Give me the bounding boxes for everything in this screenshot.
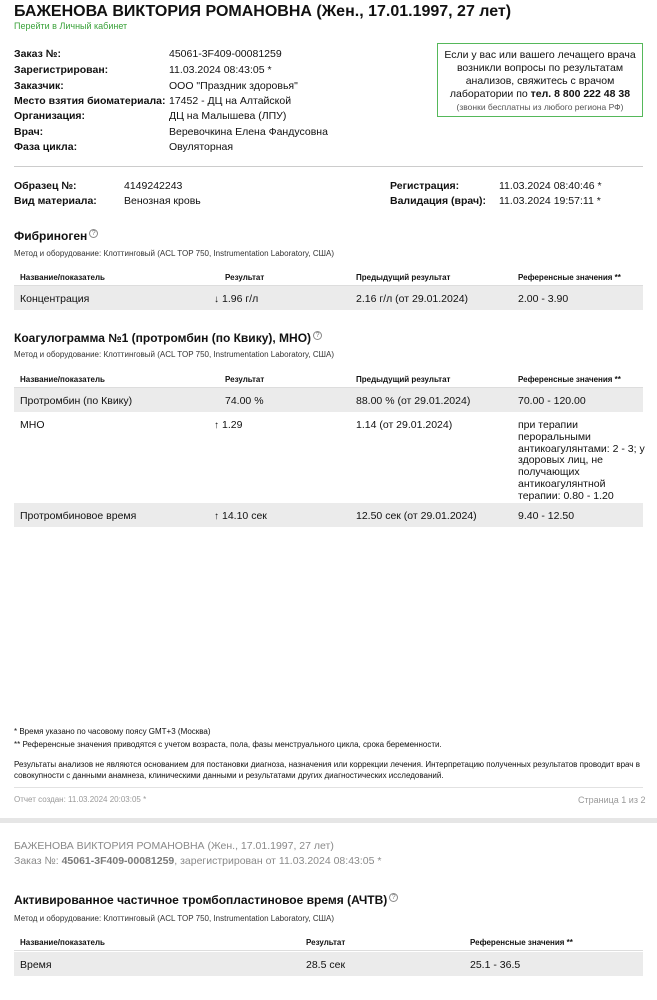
col-header-previous: Предыдущий результат — [356, 375, 451, 384]
row-reference: 70.00 - 120.00 — [518, 395, 586, 407]
order-label: Заказ №: — [14, 48, 61, 60]
page2-order — [14, 855, 381, 867]
coagulogram-title — [14, 331, 322, 345]
help-icon[interactable]: ? — [89, 229, 98, 238]
page2-order-suffix: , зарегистрирован от 11.03.2024 08:43:05 * — [174, 855, 382, 867]
page2-order-number: 45061-3F409-00081259 — [61, 855, 175, 867]
organization-value: ДЦ на Малышева (ЛПУ) — [169, 110, 287, 122]
row-name: Время — [20, 959, 52, 971]
page-separator — [0, 818, 657, 823]
page2-order-prefix: Заказ №: — [14, 855, 62, 867]
help-icon[interactable]: ? — [389, 893, 398, 902]
contact-line: лаборатории по — [449, 88, 531, 100]
doctor-value: Веревочкина Елена Фандусовна — [169, 126, 328, 138]
col-header-reference: Референсные значения ** — [470, 938, 573, 947]
row-reference: 2.00 - 3.90 — [518, 293, 569, 305]
row-previous: 1.14 (от 29.01.2024) — [356, 419, 453, 431]
customer-value: ООО "Праздник здоровья" — [169, 80, 298, 92]
order-value: 45061-3F409-00081259 — [169, 48, 282, 60]
page-number: Страница 1 из 2 — [578, 795, 646, 805]
contact-line: анализов, свяжитесь с врачом — [465, 75, 615, 87]
row-result: 74.00 % — [225, 395, 264, 407]
aptt-title — [14, 893, 398, 907]
result-value: 1.29 — [222, 419, 243, 431]
section-title-text: Фибриноген — [14, 229, 88, 243]
material-value: Венозная кровь — [124, 195, 201, 207]
row-reference: 25.1 - 36.5 — [470, 959, 521, 971]
registration-label: Регистрация: — [390, 180, 460, 192]
registered-value: 11.03.2024 08:43:05 * — [169, 64, 272, 76]
col-header-result: Результат — [225, 273, 265, 282]
patient-title: БАЖЕНОВА ВИКТОРИЯ РОМАНОВНА (Жен., 17.01.1997, 27 лет) — [14, 3, 512, 20]
fibrinogen-title — [14, 229, 98, 243]
material-label: Вид материала: — [14, 195, 97, 207]
validation-label: Валидация (врач): — [390, 195, 487, 207]
result-value: 1.96 г/л — [222, 293, 259, 305]
registration-value: 11.03.2024 08:40:46 * — [499, 180, 602, 192]
row-result — [214, 293, 258, 305]
aptt-method: Метод и оборудование: Клоттинговый (ACL TOP 750, Instrumentation Laboratory, США) — [14, 914, 334, 923]
col-header-reference: Референсные значения ** — [518, 273, 621, 282]
customer-label: Заказчик: — [14, 80, 64, 92]
cycle-phase-value: Овуляторная — [169, 141, 234, 153]
row-result — [214, 510, 267, 522]
collection-place-label: Место взятия биоматериала: — [14, 95, 166, 107]
coagulogram-method: Метод и оборудование: Клоттинговый (ACL TOP 750, Instrumentation Laboratory, США) — [14, 350, 334, 359]
row-previous: 2.16 г/л (от 29.01.2024) — [356, 293, 469, 305]
sample-value: 4149242243 — [124, 180, 183, 192]
doctor-label: Врач: — [14, 126, 44, 138]
contact-box — [437, 43, 643, 117]
contact-line: возникли вопросы по результатам — [456, 62, 624, 74]
page2-patient: БАЖЕНОВА ВИКТОРИЯ РОМАНОВНА (Жен., 17.01.1997, 27 лет) — [14, 840, 334, 852]
organization-label: Организация: — [14, 110, 86, 122]
divider — [14, 787, 643, 788]
col-header-name: Название/показатель — [20, 375, 105, 384]
col-header-name: Название/показатель — [20, 273, 105, 282]
registered-label: Зарегистрирован: — [14, 64, 109, 76]
row-name: Протромбин (по Квику) — [20, 395, 133, 407]
row-name: Протромбиновое время — [20, 510, 137, 522]
col-header-reference: Референсные значения ** — [518, 375, 621, 384]
reference-footnote: ** Референсные значения приводятся с учетом возраста, пола, фазы менструального цикла, срока беременности. — [14, 740, 442, 749]
arrow-down-icon: ↓ — [214, 294, 219, 305]
time-footnote: * Время указано по часовому поясу GMT+3 (Москва) — [14, 727, 211, 736]
help-icon[interactable]: ? — [313, 331, 322, 340]
row-reference: при терапии пероральными антикоагулянтами: 2 - 3; у здоровых лиц, не получающих антикоагулянтной терапии: 0.80 - 1.20 — [518, 419, 645, 502]
section-title-text: Активированное частичное тромбопластиновое время (АЧТВ) — [14, 893, 388, 907]
validation-value: 11.03.2024 19:57:11 * — [499, 195, 601, 207]
row-name: Концентрация — [20, 293, 90, 305]
cycle-phase-label: Фаза цикла: — [14, 141, 78, 153]
col-header-previous: Предыдущий результат — [356, 273, 451, 282]
contact-phone[interactable]: тел. 8 800 222 48 38 — [530, 88, 631, 100]
col-header-result: Результат — [306, 938, 346, 947]
row-name: МНО — [20, 419, 45, 431]
col-header-name: Название/показатель — [20, 938, 105, 947]
section-title-text: Коагулограмма №1 (протромбин (по Квику), МНО) — [14, 331, 312, 345]
row-result — [214, 419, 242, 431]
divider — [14, 166, 643, 167]
result-value: 14.10 сек — [222, 510, 267, 522]
cabinet-link[interactable]: Перейти в Личный кабинет — [14, 21, 128, 31]
row-previous: 12.50 сек (от 29.01.2024) — [356, 510, 477, 522]
row-result: 28.5 сек — [306, 959, 346, 971]
fibrinogen-method: Метод и оборудование: Клоттинговый (ACL TOP 750, Instrumentation Laboratory, США) — [14, 249, 334, 258]
row-reference: 9.40 - 12.50 — [518, 510, 575, 522]
disclaimer: Результаты анализов не являются основанием для постановки диагноза, назначения или коррекции лечения. Интерпретацию полученных результатов проводит врач в совокупности с данными анамнеза, клиническими данными и результатами других диагностических исследований. — [14, 760, 640, 780]
collection-place-value: 17452 - ДЦ на Алтайской — [169, 95, 292, 107]
arrow-up-icon: ↑ — [214, 420, 219, 431]
contact-line: Если у вас или вашего лечащего врача — [444, 49, 636, 61]
arrow-up-icon: ↑ — [214, 511, 219, 522]
contact-free-note: (звонки бесплатны из любого региона РФ) — [456, 102, 624, 112]
header-divider — [14, 950, 643, 951]
row-previous: 88.00 % (от 29.01.2024) — [356, 395, 471, 407]
report-created: Отчет создан: 11.03.2024 20:03:05 * — [14, 795, 147, 804]
col-header-result: Результат — [225, 375, 265, 384]
sample-label: Образец №: — [14, 180, 77, 192]
